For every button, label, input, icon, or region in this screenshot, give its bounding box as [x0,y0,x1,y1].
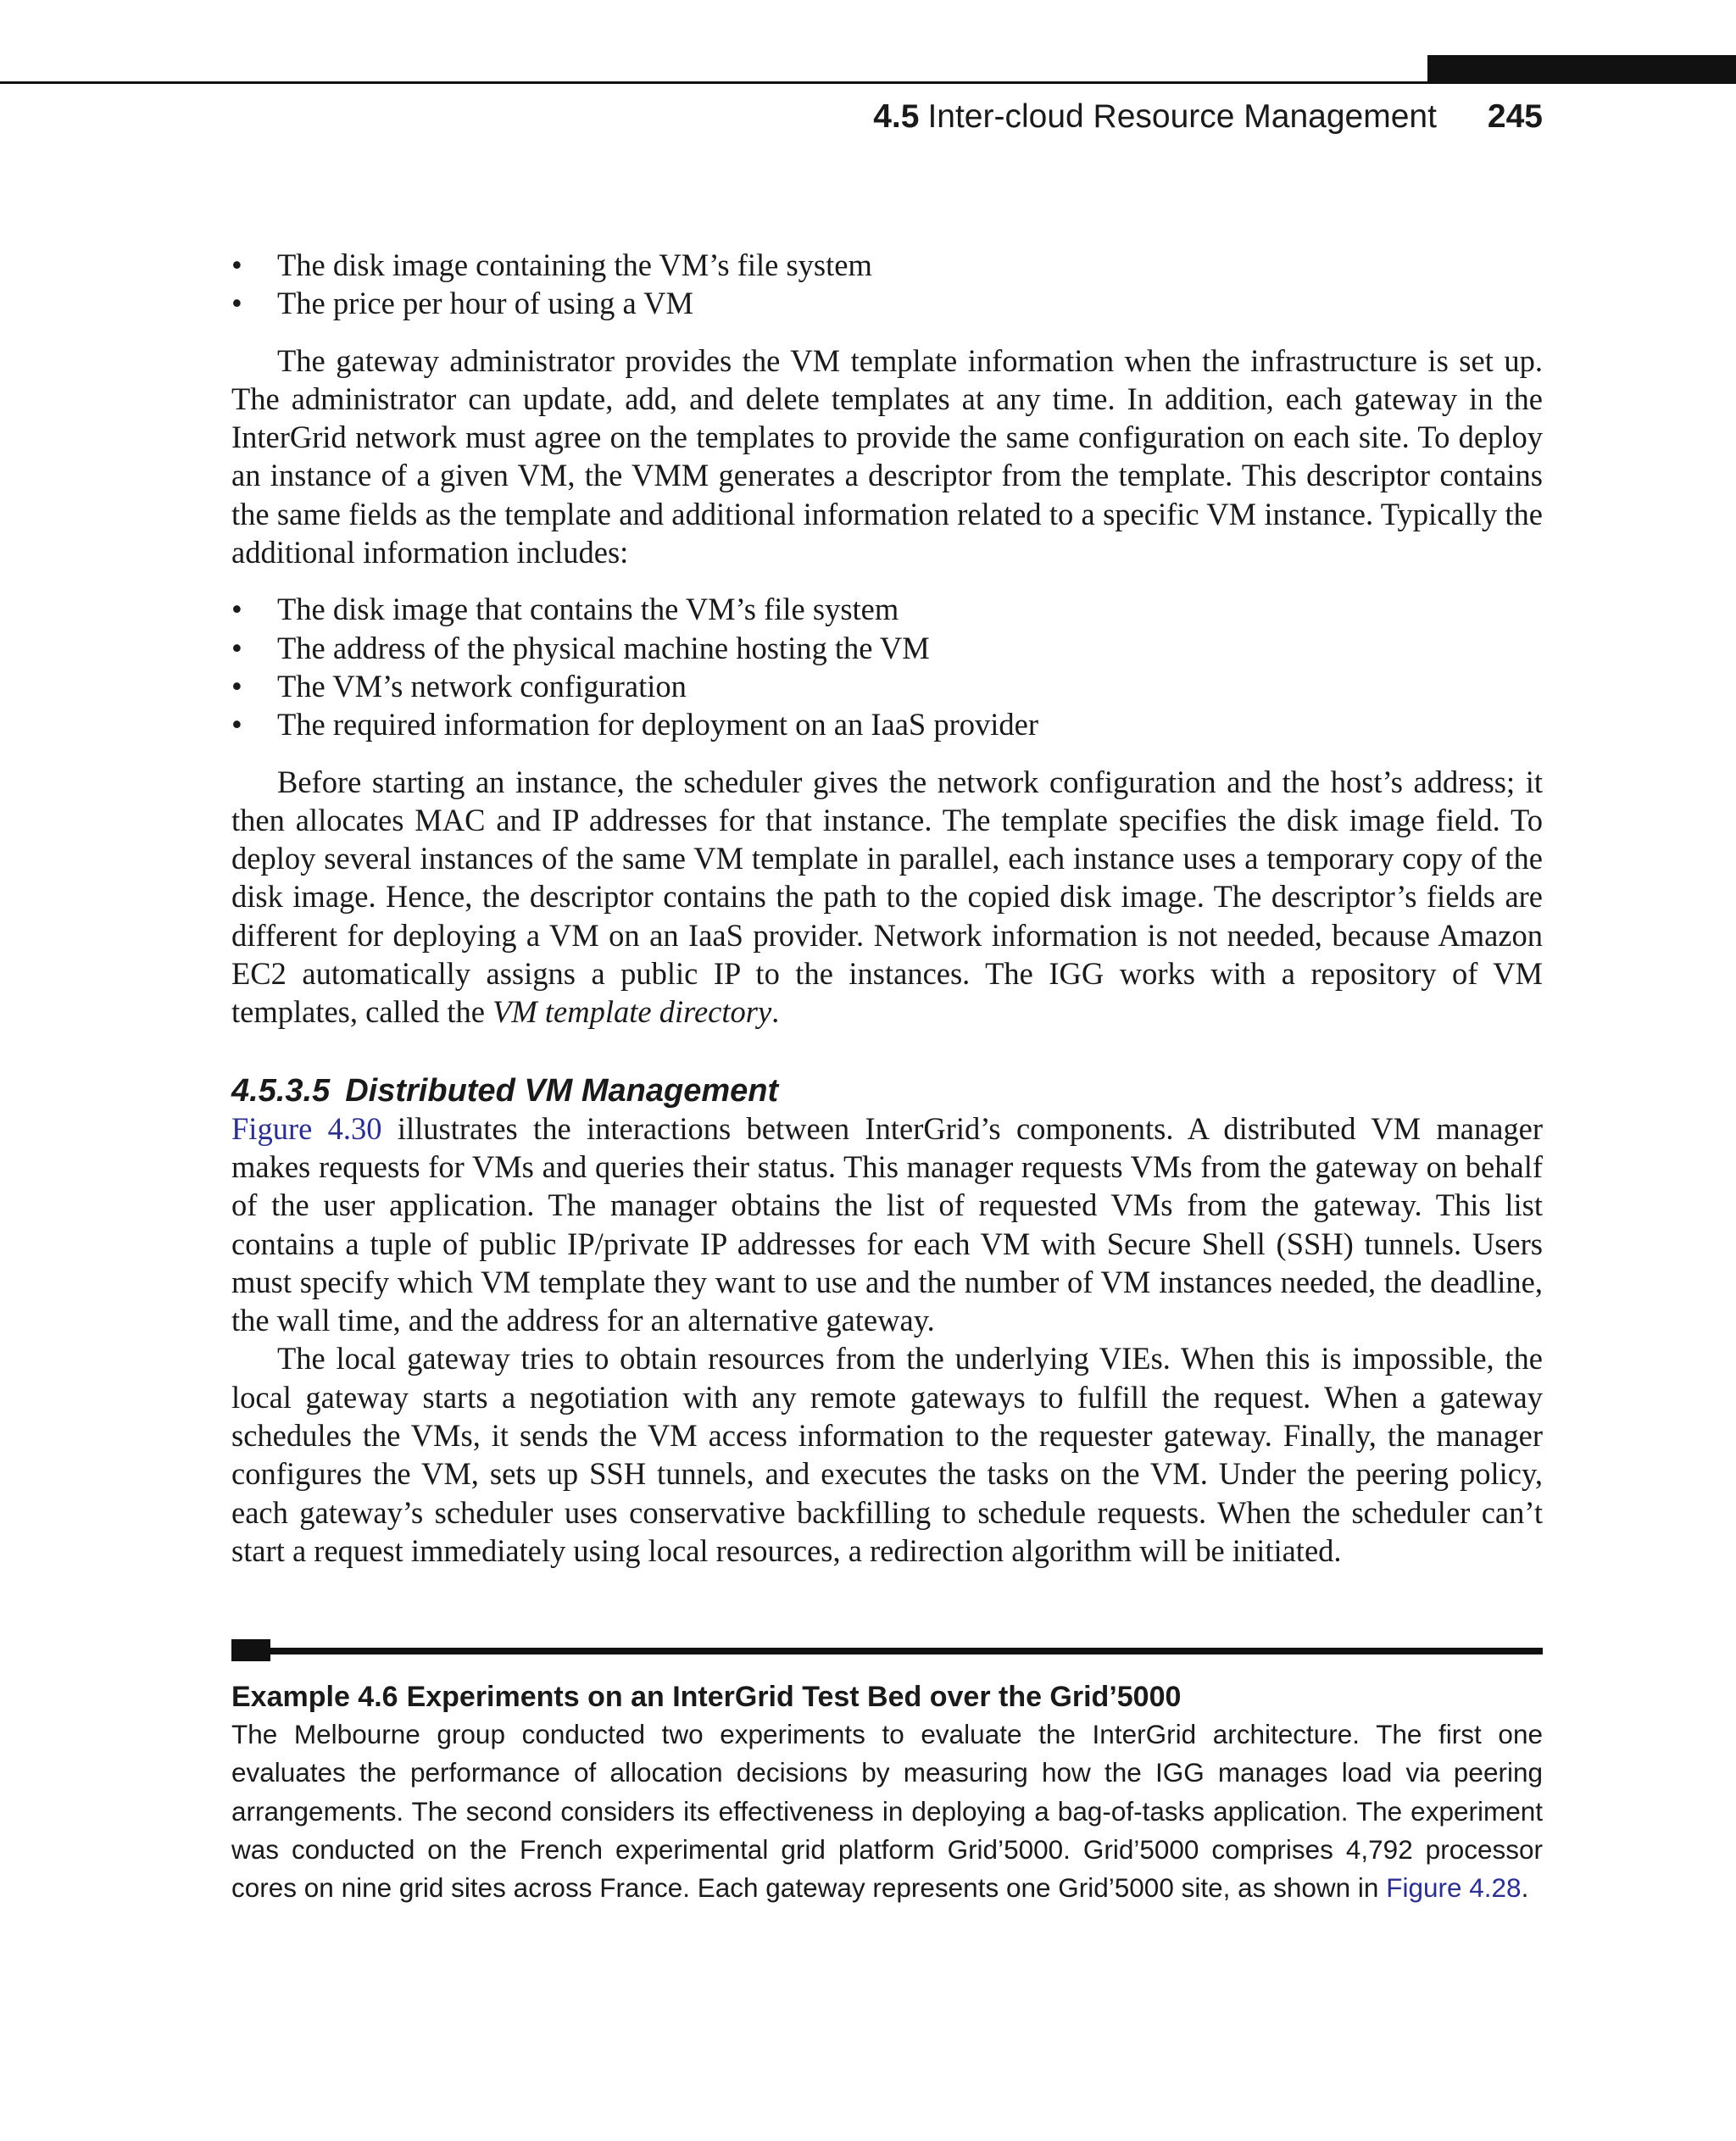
figure-link-4-30[interactable]: Figure 4.30 [231,1110,382,1146]
list-item [231,705,1543,743]
list-item [231,667,1543,705]
subsection-title: Distributed VM Management [345,1072,779,1109]
example-label: Example 4.6 [231,1681,398,1713]
running-head-section-number: 4.5 [873,98,920,135]
paragraph-local-gateway: The local gateway tries to obtain resources from the underlying VIEs. When this is impossible, the local gateway starts a negotiation with any remote gateways to fulfill the request. When a gateway schedules the VMs, it sends the VM access information to the requester gateway. Finally, the manager configures the VM, sets up SSH tunnels, and executes the tasks on the VM. Under the peering policy, each gateway’s scheduler uses conservative backfilling to schedule requests. When the scheduler can’t start a request immediately using local resources, a redirection algorithm will be initiated. [231,1341,1543,1568]
example-title-text: Experiments on an InterGrid Test Bed over the Grid’5000 [406,1681,1182,1713]
bullet-icon: • [231,668,242,703]
example-body [231,1716,1543,1907]
emphasis-term: VM template directory [492,994,772,1030]
header-tab-block [1427,55,1736,83]
bullet-icon: • [231,630,242,665]
paragraph-text: Before starting an instance, the scheduler gives the network configuration and the host’s address; it then allocates MAC and IP addresses for that instance. The template specifies the disk image field. To deploy several instances of the same VM template in parallel, each instance uses a temporary copy of the disk image. Hence, the descriptor contains the path to the copied disk image. The descriptor’s fields are different for deploying a VM on an IaaS provider. Network information is not needed, because Amazon EC2 automatically assigns a public IP to the instances. The IGG works with a repository of VM templates, called the [231,764,1543,1030]
list-item [231,246,1543,284]
bullet-icon: • [231,247,242,282]
subsection-heading [231,1072,1543,1109]
example-rule-line [231,1648,1543,1654]
bullet-icon: • [231,286,242,321]
paragraph-distributed-vm [231,1109,1543,1340]
figure-link-4-28[interactable]: Figure 4.28 [1386,1872,1522,1904]
list-item-text: The VM’s network configuration [277,668,687,703]
bullet-list-template-fields [231,246,1543,323]
paragraph-instance-start [231,763,1543,1032]
example-body-text: The Melbourne group conducted two experiments to evaluate the InterGrid architecture. The first one evaluates the performance of allocation decisions by measuring how the IGG manages load via peering arrangements. The second considers its effectiveness in deploying a bag-of-tasks application. The experiment was conducted on the French experimental grid platform Grid’5000. Grid’5000 comprises 4,792 processor cores on nine grid sites across France. Each gateway represents one Grid’5000 site, as shown in [231,1719,1543,1904]
paragraph-end: . [771,994,780,1030]
example-body-end: . [1521,1872,1529,1904]
list-item [231,284,1543,322]
list-item-text: The disk image containing the VM’s file system [277,247,872,282]
list-item-text: The price per hour of using a VM [277,286,693,321]
bullet-icon: • [231,707,242,742]
subsection-number: 4.5.3.5 [231,1072,331,1109]
list-item [231,590,1543,628]
list-item-text: The disk image that contains the VM’s file system [277,592,899,627]
running-head-section-title: Inter-cloud Resource Management [927,98,1437,135]
page-number: 245 [1487,98,1543,135]
example-rule-block [231,1639,270,1661]
list-item-text: The required information for deployment on an IaaS provider [277,707,1039,742]
running-head [873,92,1543,142]
bullet-list-descriptor-info [231,590,1543,743]
bullet-icon: • [231,592,242,627]
paragraph-text: illustrates the interactions between InterGrid’s components. A distributed VM manager makes requests for VMs and queries their status. This manager requests VMs from the gateway on behalf of the user application. The manager obtains the list of requested VMs from the gateway. This list contains a tuple of public IP/private IP addresses for each VM with Secure Shell (SSH) tunnels. Users must specify which VM template they want to use and the number of VM instances needed, the deadline, the wall time, and the address for an alternative gateway. [231,1110,1543,1338]
paragraph-template-info: The gateway administrator provides the VM template information when the infrastructure is set up. The administrator can update, add, and delete templates at any time. In addition, each gateway in the InterGrid network must agree on the templates to provide the same configuration on each site. To deploy an instance of a given VM, the VMM generates a descriptor from the template. This descriptor contains the same fields as the template and additional information related to a specific VM instance. Typically the additional information includes: [231,342,1543,570]
example-title [231,1678,1543,1716]
list-item [231,629,1543,667]
example-rule [231,1636,1543,1661]
list-item-text: The address of the physical machine hosting the VM [277,630,930,665]
example-box [231,1636,1543,1907]
main-content [231,246,1543,1570]
